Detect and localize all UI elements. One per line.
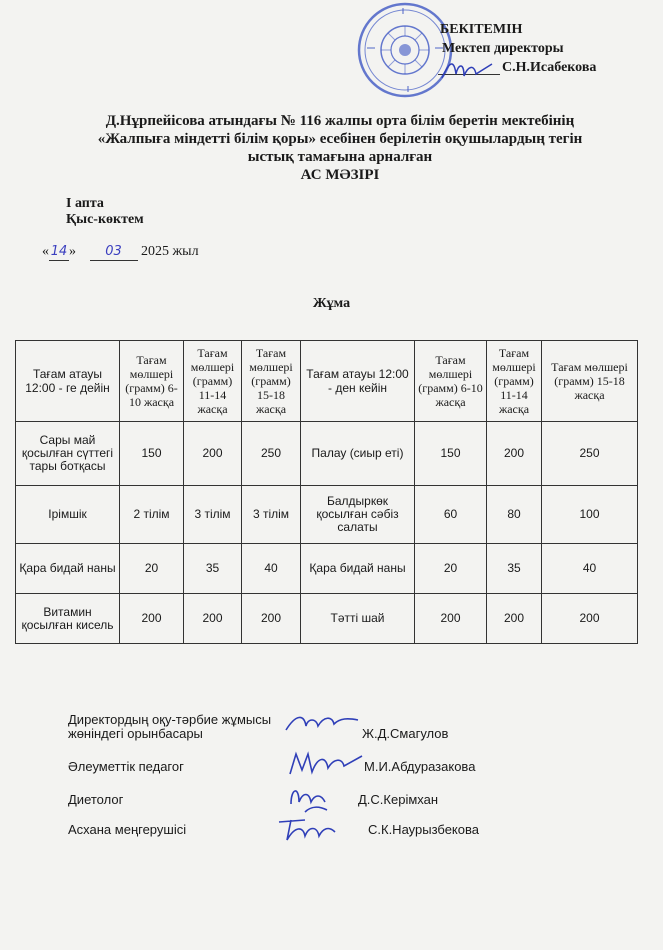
signatory-name: М.И.Абдуразакова (364, 759, 476, 774)
table-cell: 150 (120, 422, 184, 486)
title-line-4: АС МӘЗІРІ (300, 167, 380, 183)
title-line-1: Д.Нұрпейісова атындағы № 116 жалпы орта білім беретін мектебінің (105, 113, 575, 129)
table-cell: Балдыркөк қосылған сәбіз салаты (301, 486, 415, 544)
table-row (16, 422, 638, 486)
header-cell: Тағам мөлшері (грамм) 11-14 жасқа (184, 341, 242, 422)
header-cell: Тағам мөлшері (грамм) 15-18 жасқа (542, 341, 638, 422)
table-cell: 2 тілім (120, 486, 184, 544)
table-cell: 60 (415, 486, 487, 544)
signatory-dietitian (68, 792, 628, 812)
table-cell: 200 (184, 422, 242, 486)
approval-position: Мектеп директоры (442, 41, 564, 56)
approval-title: БЕКІТЕМІН (440, 22, 523, 37)
table-cell: Сары май қосылған сүттегі тары ботқасы (16, 422, 120, 486)
pedagogue-signature-icon (286, 748, 366, 778)
table-row (16, 544, 638, 594)
deputy-signature-icon (282, 708, 362, 738)
table-cell: 200 (184, 594, 242, 644)
table-cell: 150 (415, 422, 487, 486)
table-cell: 200 (487, 422, 542, 486)
signatory-role: Диетолог (68, 792, 124, 807)
season: Қыс-көктем (66, 212, 144, 227)
table-cell: Қара бидай наны (301, 544, 415, 594)
table-cell: Витамин қосылған кисель (16, 594, 120, 644)
date-line (42, 244, 199, 261)
table-cell: 80 (487, 486, 542, 544)
approval-name: С.Н.Исабекова (502, 60, 597, 75)
document-title (20, 112, 660, 184)
header-cell: Тағам атауы 12:00 - ден кейін (301, 341, 415, 422)
table-row (16, 594, 638, 644)
date-month: 03 (105, 244, 122, 259)
table-cell: 20 (120, 544, 184, 594)
week-number: І апта (66, 196, 104, 211)
header-cell: Тағам мөлшері (грамм) 6-10 жасқа (415, 341, 487, 422)
dietitian-signature-icon (285, 782, 335, 816)
signatory-role: Асхана меңгерушісі (68, 822, 187, 837)
date-close-quote: » (69, 244, 76, 259)
date-day: 14 (50, 244, 68, 259)
table-cell: 250 (542, 422, 638, 486)
day-of-week: Жұма (312, 296, 351, 311)
director-signature-icon (440, 58, 496, 82)
menu-table (15, 340, 638, 644)
table-cell: 200 (242, 594, 301, 644)
date-open-quote: « (42, 244, 49, 259)
table-cell: Палау (сиыр еті) (301, 422, 415, 486)
table-cell: 3 тілім (184, 486, 242, 544)
table-cell: Қара бидай наны (16, 544, 120, 594)
table-cell: 200 (415, 594, 487, 644)
canteen-manager-signature-icon (275, 814, 339, 846)
header-cell: Тағам мөлшері (грамм) 11-14 жасқа (487, 341, 542, 422)
table-cell: Тәтті шай (301, 594, 415, 644)
table-cell: Ірімшік (16, 486, 120, 544)
header-cell: Тағам мөлшері (грамм) 15-18 жасқа (242, 341, 301, 422)
table-row (16, 486, 638, 544)
title-line-3: ыстық тамағына арналған (247, 149, 433, 165)
signatory-role: жөніндегі орынбасары (68, 726, 203, 741)
table-cell: 20 (415, 544, 487, 594)
table-cell: 35 (184, 544, 242, 594)
week-info (66, 196, 144, 228)
signatory-name: С.К.Наурызбекова (368, 822, 479, 837)
table-cell: 200 (487, 594, 542, 644)
signatory-name: Д.С.Керімхан (358, 792, 439, 807)
table-cell: 35 (487, 544, 542, 594)
table-cell: 200 (120, 594, 184, 644)
signatory-canteen-manager (68, 822, 628, 842)
table-cell: 3 тілім (242, 486, 301, 544)
date-year: 2025 жыл (141, 244, 199, 259)
table-cell: 100 (542, 486, 638, 544)
table-cell: 40 (542, 544, 638, 594)
signatory-name: Ж.Д.Смагулов (362, 726, 449, 741)
signatory-role: Әлеуметтік педагог (68, 759, 184, 774)
signatory-role: Директордың оқу-тәрбие жұмысы (68, 712, 272, 727)
table-cell: 40 (242, 544, 301, 594)
header-cell: Тағам атауы 12:00 - ге дейін (16, 341, 120, 422)
title-line-2: «Жалпыға міндетті білім қоры» есебінен берілетін оқушылардың тегін (97, 131, 583, 147)
table-header-row (16, 341, 638, 422)
table-cell: 250 (242, 422, 301, 486)
header-cell: Тағам мөлшері (грамм) 6-10 жасқа (120, 341, 184, 422)
table-cell: 200 (542, 594, 638, 644)
